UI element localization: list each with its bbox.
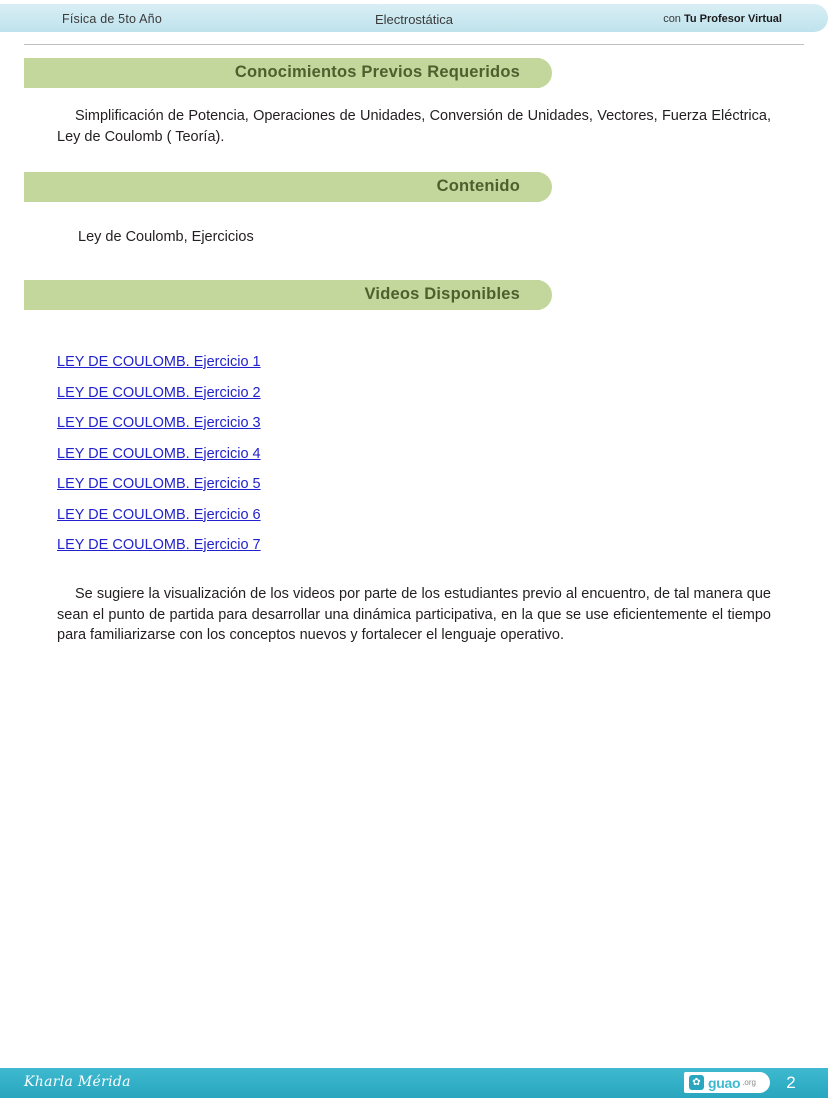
banner-videos bbox=[24, 280, 540, 310]
banner-videos-label: Videos Disponibles bbox=[364, 285, 520, 303]
guao-logo[interactable] bbox=[684, 1072, 770, 1093]
list-item[interactable]: LEY DE COULOMB. Ejercicio 5 bbox=[57, 476, 261, 492]
header-divider bbox=[24, 44, 804, 45]
header-course-label: Física de 5to Año bbox=[62, 12, 162, 26]
flower-icon: ✿ bbox=[689, 1075, 704, 1090]
list-item[interactable]: LEY DE COULOMB. Ejercicio 7 bbox=[57, 537, 261, 553]
page-number: 2 bbox=[786, 1073, 796, 1092]
banner-prev-knowledge bbox=[24, 58, 540, 88]
list-item[interactable]: LEY DE COULOMB. Ejercicio 2 bbox=[57, 384, 261, 401]
banner-cap bbox=[528, 172, 552, 202]
page-footer bbox=[0, 1068, 828, 1098]
header-topic-title: Electrostática bbox=[374, 12, 454, 27]
banner-cap bbox=[528, 280, 552, 310]
list-item[interactable]: LEY DE COULOMB. Ejercicio 4 bbox=[57, 445, 261, 462]
footer-author-name: Kharla Mérida bbox=[24, 1074, 131, 1090]
guao-logo-tld: .org bbox=[742, 1078, 756, 1087]
banner-prev-knowledge-label: Conocimientos Previos Requeridos bbox=[234, 63, 520, 81]
prev-knowledge-text: Simplificación de Potencia, Operaciones de Unidades, Conversión de Unidades, Vectores, Fuerza Eléctrica, Ley de Coulomb ( Teoría). bbox=[57, 108, 771, 145]
list-item[interactable]: LEY DE COULOMB. Ejercicio 1 bbox=[57, 354, 261, 370]
guao-logo-wordmark: guao bbox=[707, 1074, 741, 1091]
header-brand bbox=[663, 13, 782, 25]
banner-cap bbox=[528, 58, 552, 88]
banner-content-label: Contenido bbox=[436, 177, 520, 195]
banner-content bbox=[24, 172, 540, 202]
video-link-list bbox=[57, 347, 457, 561]
list-item[interactable]: LEY DE COULOMB. Ejercicio 3 bbox=[57, 415, 261, 431]
header-brand-name: Tu Profesor Virtual bbox=[683, 13, 782, 25]
header-brand-prefix: con bbox=[663, 13, 684, 25]
page-header bbox=[0, 4, 828, 32]
suggestion-text: Se sugiere la visualización de los videos por parte de los estudiantes previo al encuentro, de tal manera que sean el punto de partida para desarrollar una dinámica participativa, en la que se use eficientemente el tiempo para familiarizarse con los conceptos nuevos y fortalecer el lenguaje operativo. bbox=[57, 586, 771, 643]
content-text: Ley de Coulomb, Ejercicios bbox=[78, 229, 254, 245]
list-item[interactable]: LEY DE COULOMB. Ejercicio 6 bbox=[57, 506, 261, 523]
